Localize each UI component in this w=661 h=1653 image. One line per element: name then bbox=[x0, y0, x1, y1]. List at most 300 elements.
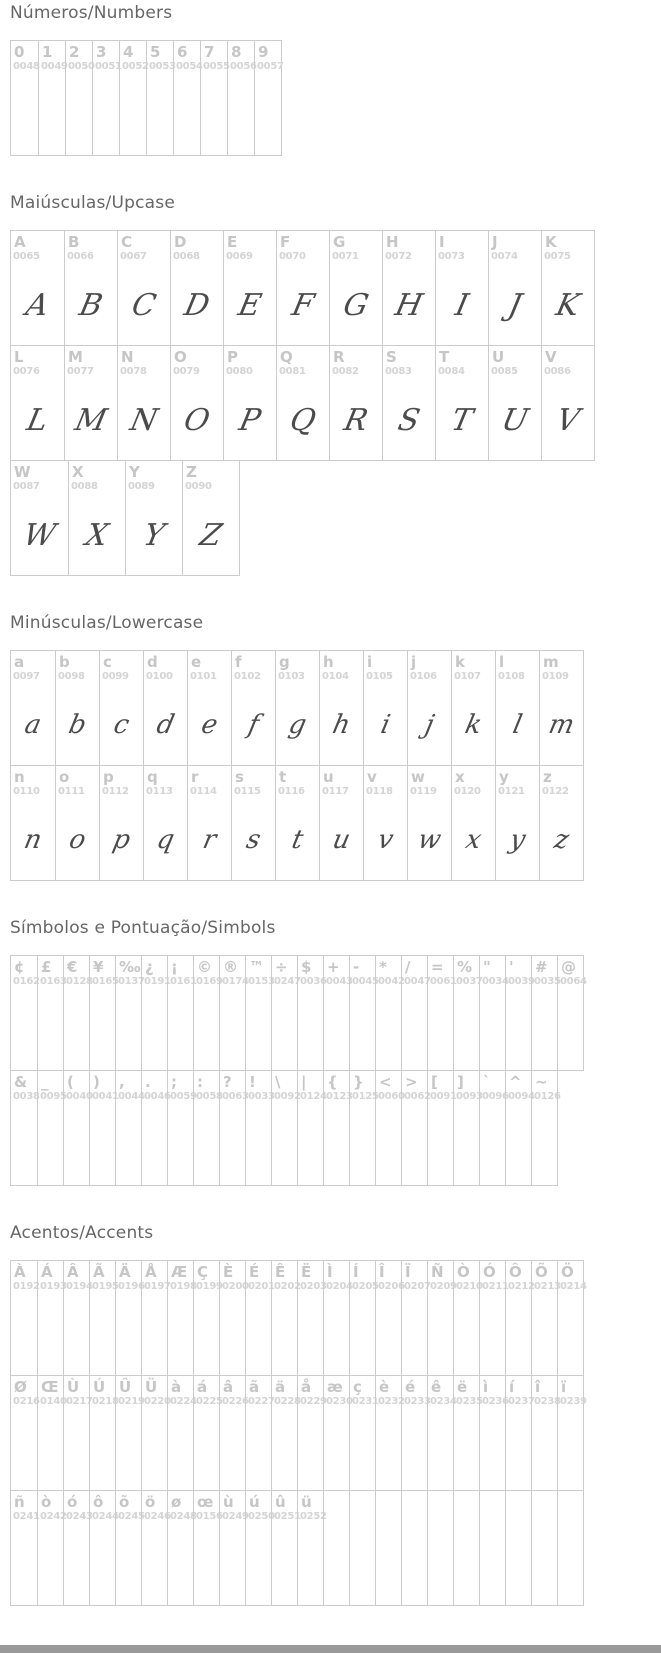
reference-character: S bbox=[386, 348, 397, 366]
character-row bbox=[10, 40, 282, 156]
unicode-decimal-code: 0088 bbox=[71, 481, 98, 492]
font-glyph-preview: d bbox=[153, 710, 178, 740]
unicode-decimal-code: 0214 bbox=[560, 1281, 587, 1292]
reference-character: Ø bbox=[14, 1378, 27, 1396]
unicode-decimal-code: 0163 bbox=[40, 976, 67, 987]
reference-character: U bbox=[492, 348, 505, 366]
unicode-decimal-code: 0069 bbox=[226, 251, 253, 262]
character-cell bbox=[435, 231, 488, 345]
character-cell bbox=[143, 651, 187, 765]
unicode-decimal-code bbox=[480, 1511, 505, 1525]
font-glyph-preview: h bbox=[329, 710, 354, 740]
reference-character: Õ bbox=[535, 1263, 548, 1281]
reference-character: o bbox=[59, 768, 70, 786]
unicode-decimal-code: 0225 bbox=[196, 1396, 223, 1407]
reference-character: q bbox=[147, 768, 158, 786]
unicode-decimal-code: 0113 bbox=[146, 786, 173, 797]
reference-character: ] bbox=[457, 1073, 464, 1091]
reference-character: Ï bbox=[405, 1263, 411, 1281]
unicode-decimal-code: 0076 bbox=[13, 366, 40, 377]
unicode-decimal-code: 0065 bbox=[13, 251, 40, 262]
character-cell bbox=[557, 1261, 587, 1375]
unicode-decimal-code: 0105 bbox=[366, 671, 393, 682]
reference-character: . bbox=[145, 1073, 151, 1091]
reference-character bbox=[402, 1491, 427, 1511]
reference-character: : bbox=[197, 1073, 203, 1091]
reference-character: à bbox=[171, 1378, 182, 1396]
reference-character: ? bbox=[223, 1073, 232, 1091]
reference-character: Y bbox=[129, 463, 140, 481]
reference-character: 8 bbox=[231, 43, 242, 61]
character-row bbox=[10, 1375, 587, 1491]
reference-character: s bbox=[235, 768, 244, 786]
font-glyph-preview: L bbox=[23, 402, 52, 438]
unicode-decimal-code: 0077 bbox=[67, 366, 94, 377]
reference-character: ê bbox=[431, 1378, 442, 1396]
unicode-decimal-code: 0250 bbox=[248, 1511, 275, 1522]
unicode-decimal-code: 0094 bbox=[508, 1091, 535, 1102]
unicode-decimal-code: 0204 bbox=[326, 1281, 353, 1292]
unicode-decimal-code: 0196 bbox=[118, 1281, 145, 1292]
reference-character: % bbox=[457, 958, 473, 976]
font-glyph-preview: b bbox=[65, 710, 90, 740]
section-title: Minúsculas/Lowercase bbox=[10, 613, 204, 633]
reference-character: " bbox=[483, 958, 491, 976]
reference-character: © bbox=[197, 958, 212, 976]
reference-character: Ã bbox=[93, 1263, 105, 1281]
unicode-decimal-code: 0109 bbox=[542, 671, 569, 682]
reference-character: L bbox=[14, 348, 24, 366]
character-cell bbox=[557, 1376, 587, 1490]
font-glyph-preview: N bbox=[127, 402, 161, 438]
reference-character: / bbox=[405, 958, 411, 976]
character-cell bbox=[231, 766, 275, 880]
unicode-decimal-code: 0059 bbox=[170, 1091, 197, 1102]
unicode-decimal-code: 0213 bbox=[534, 1281, 561, 1292]
unicode-decimal-code: 0126 bbox=[534, 1091, 561, 1102]
reference-character: j bbox=[411, 653, 417, 671]
font-glyph-preview: F bbox=[288, 287, 318, 323]
unicode-decimal-code bbox=[350, 1511, 375, 1525]
unicode-decimal-code: 0202 bbox=[274, 1281, 301, 1292]
unicode-decimal-code: 0082 bbox=[332, 366, 359, 377]
font-glyph-preview: M bbox=[71, 402, 111, 438]
character-cell bbox=[223, 231, 276, 345]
unicode-decimal-code: 0169 bbox=[196, 976, 223, 987]
reference-character: 7 bbox=[204, 43, 215, 61]
font-glyph-preview: K bbox=[553, 287, 583, 323]
character-cell bbox=[11, 651, 55, 765]
unicode-decimal-code: 0075 bbox=[544, 251, 571, 262]
reference-character: u bbox=[323, 768, 334, 786]
character-cell bbox=[276, 231, 329, 345]
character-cell bbox=[382, 231, 435, 345]
character-cell bbox=[451, 766, 495, 880]
reference-character bbox=[454, 1491, 479, 1511]
unicode-decimal-code: 0228 bbox=[274, 1396, 301, 1407]
unicode-decimal-code: 0111 bbox=[58, 786, 85, 797]
unicode-decimal-code bbox=[324, 1511, 349, 1525]
reference-character: ä bbox=[275, 1378, 286, 1396]
font-glyph-preview: u bbox=[329, 825, 354, 855]
font-glyph-preview: f bbox=[245, 710, 262, 740]
reference-character: å bbox=[301, 1378, 312, 1396]
reference-character: T bbox=[439, 348, 450, 366]
reference-character: } bbox=[353, 1073, 364, 1091]
unicode-decimal-code: 0220 bbox=[144, 1396, 171, 1407]
reference-character: @ bbox=[561, 958, 576, 976]
unicode-decimal-code: 0120 bbox=[454, 786, 481, 797]
reference-character: = bbox=[431, 958, 444, 976]
unicode-decimal-code: 0101 bbox=[190, 671, 217, 682]
reference-character: î bbox=[535, 1378, 541, 1396]
font-glyph-preview: a bbox=[22, 710, 44, 740]
character-row bbox=[10, 1260, 587, 1376]
font-glyph-preview: k bbox=[462, 710, 485, 740]
character-cell bbox=[64, 231, 117, 345]
reference-character: 4 bbox=[123, 43, 134, 61]
reference-character: p bbox=[103, 768, 114, 786]
unicode-decimal-code: 0238 bbox=[534, 1396, 561, 1407]
character-cell bbox=[435, 346, 488, 460]
reference-character: Î bbox=[379, 1263, 385, 1281]
unicode-decimal-code: 0056 bbox=[230, 61, 257, 72]
reference-character bbox=[428, 1491, 453, 1511]
unicode-decimal-code: 0095 bbox=[40, 1091, 67, 1102]
reference-character: É bbox=[249, 1263, 260, 1281]
unicode-decimal-code: 0199 bbox=[196, 1281, 223, 1292]
font-glyph-preview: t bbox=[289, 825, 306, 855]
unicode-decimal-code: 0047 bbox=[404, 976, 431, 987]
unicode-decimal-code: 0112 bbox=[102, 786, 129, 797]
character-cell bbox=[495, 766, 539, 880]
reference-character: 3 bbox=[96, 43, 107, 61]
font-glyph-preview: r bbox=[200, 825, 219, 855]
reference-character: K bbox=[545, 233, 557, 251]
unicode-decimal-code: 0226 bbox=[222, 1396, 249, 1407]
reference-character: Í bbox=[353, 1263, 359, 1281]
reference-character: ô bbox=[93, 1493, 104, 1511]
reference-character: Û bbox=[119, 1378, 132, 1396]
reference-character bbox=[506, 1491, 531, 1511]
reference-character: - bbox=[353, 958, 360, 976]
character-row bbox=[10, 1490, 584, 1606]
character-cell bbox=[68, 461, 125, 575]
unicode-decimal-code: 0083 bbox=[385, 366, 412, 377]
reference-character: ! bbox=[249, 1073, 256, 1091]
unicode-decimal-code: 0194 bbox=[66, 1281, 93, 1292]
unicode-decimal-code: 0174 bbox=[222, 976, 249, 987]
font-glyph-preview: O bbox=[180, 402, 214, 438]
character-row bbox=[10, 460, 240, 576]
font-glyph-preview: g bbox=[285, 710, 310, 740]
unicode-decimal-code: 0098 bbox=[58, 671, 85, 682]
character-section-symbols bbox=[10, 917, 651, 1186]
unicode-decimal-code: 0107 bbox=[454, 671, 481, 682]
reference-character: E bbox=[227, 233, 238, 251]
unicode-decimal-code: 0219 bbox=[118, 1396, 145, 1407]
reference-character: Ù bbox=[67, 1378, 80, 1396]
reference-character bbox=[532, 1491, 557, 1511]
reference-character: g bbox=[279, 653, 290, 671]
section-rows bbox=[10, 955, 651, 1186]
unicode-decimal-code: 0203 bbox=[300, 1281, 327, 1292]
reference-character: ï bbox=[561, 1378, 567, 1396]
reference-character: Ê bbox=[275, 1263, 286, 1281]
reference-character: x bbox=[455, 768, 465, 786]
reference-character: 6 bbox=[177, 43, 188, 61]
character-cell bbox=[254, 41, 284, 155]
character-cell bbox=[276, 346, 329, 460]
reference-character: ø bbox=[171, 1493, 182, 1511]
section-rows bbox=[10, 1260, 651, 1606]
footer-strip bbox=[0, 1645, 661, 1653]
font-glyph-preview: X bbox=[82, 517, 112, 553]
character-cell bbox=[99, 766, 143, 880]
reference-character: ¢ bbox=[14, 958, 25, 976]
unicode-decimal-code: 0103 bbox=[278, 671, 305, 682]
reference-character: ã bbox=[249, 1378, 260, 1396]
reference-character: G bbox=[333, 233, 346, 251]
font-glyph-preview: H bbox=[392, 287, 426, 323]
reference-character: æ bbox=[327, 1378, 343, 1396]
unicode-decimal-code: 0227 bbox=[248, 1396, 275, 1407]
reference-character: P bbox=[227, 348, 238, 366]
unicode-decimal-code: 0124 bbox=[300, 1091, 327, 1102]
character-cell bbox=[451, 651, 495, 765]
reference-character bbox=[350, 1491, 375, 1511]
reference-character: ‰ bbox=[119, 958, 141, 976]
unicode-decimal-code: 0252 bbox=[300, 1511, 327, 1522]
character-cell bbox=[531, 1071, 561, 1185]
unicode-decimal-code: 0108 bbox=[498, 671, 525, 682]
unicode-decimal-code: 0084 bbox=[438, 366, 465, 377]
unicode-decimal-code: 0104 bbox=[322, 671, 349, 682]
unicode-decimal-code: 0243 bbox=[66, 1511, 93, 1522]
unicode-decimal-code bbox=[532, 1511, 557, 1525]
font-glyph-preview: j bbox=[422, 710, 437, 740]
reference-character: ç bbox=[353, 1378, 362, 1396]
reference-character: ¡ bbox=[171, 958, 178, 976]
unicode-decimal-code: 0247 bbox=[274, 976, 301, 987]
reference-character: B bbox=[68, 233, 80, 251]
unicode-decimal-code: 0041 bbox=[92, 1091, 119, 1102]
unicode-decimal-code: 0209 bbox=[430, 1281, 457, 1292]
reference-character: Ñ bbox=[431, 1263, 444, 1281]
reference-character: ¿ bbox=[145, 958, 154, 976]
font-glyph-preview: s bbox=[243, 825, 264, 855]
font-glyph-preview: P bbox=[236, 402, 264, 438]
reference-character: Ç bbox=[197, 1263, 209, 1281]
character-cell bbox=[170, 231, 223, 345]
unicode-decimal-code: 0233 bbox=[404, 1396, 431, 1407]
character-cell bbox=[319, 651, 363, 765]
reference-character: f bbox=[235, 653, 242, 671]
font-glyph-preview: A bbox=[22, 287, 53, 323]
character-cell bbox=[541, 346, 594, 460]
unicode-decimal-code: 0102 bbox=[234, 671, 261, 682]
unicode-decimal-code: 0197 bbox=[144, 1281, 171, 1292]
reference-character: b bbox=[59, 653, 70, 671]
font-glyph-preview: y bbox=[506, 825, 529, 855]
unicode-decimal-code: 0044 bbox=[118, 1091, 145, 1102]
unicode-decimal-code: 0123 bbox=[326, 1091, 353, 1102]
character-cell bbox=[11, 766, 55, 880]
character-cell bbox=[11, 231, 64, 345]
reference-character bbox=[480, 1491, 505, 1511]
character-cell bbox=[55, 651, 99, 765]
unicode-decimal-code: 0165 bbox=[92, 976, 119, 987]
reference-character: < bbox=[379, 1073, 392, 1091]
reference-character: ™ bbox=[249, 958, 264, 976]
character-cell bbox=[55, 766, 99, 880]
section-rows bbox=[10, 40, 651, 156]
unicode-decimal-code: 0053 bbox=[149, 61, 176, 72]
reference-character: Ò bbox=[457, 1263, 470, 1281]
character-cell bbox=[125, 461, 182, 575]
reference-character: ` bbox=[483, 1073, 491, 1091]
character-cell bbox=[143, 766, 187, 880]
character-cell bbox=[557, 1491, 583, 1605]
unicode-decimal-code: 0122 bbox=[542, 786, 569, 797]
character-cell bbox=[187, 766, 231, 880]
character-cell bbox=[329, 346, 382, 460]
unicode-decimal-code: 0156 bbox=[196, 1511, 223, 1522]
unicode-decimal-code: 0200 bbox=[222, 1281, 249, 1292]
character-cell bbox=[11, 461, 68, 575]
unicode-decimal-code bbox=[402, 1511, 427, 1525]
unicode-decimal-code: 0195 bbox=[92, 1281, 119, 1292]
unicode-decimal-code: 0217 bbox=[66, 1396, 93, 1407]
unicode-decimal-code: 0054 bbox=[176, 61, 203, 72]
unicode-decimal-code: 0073 bbox=[438, 251, 465, 262]
character-cell bbox=[363, 766, 407, 880]
reference-character: c bbox=[103, 653, 112, 671]
reference-character: R bbox=[333, 348, 345, 366]
character-cell bbox=[541, 231, 594, 345]
section-rows bbox=[10, 230, 651, 576]
reference-character: O bbox=[174, 348, 187, 366]
unicode-decimal-code: 0067 bbox=[120, 251, 147, 262]
reference-character: ó bbox=[67, 1493, 78, 1511]
reference-character: Â bbox=[67, 1263, 79, 1281]
unicode-decimal-code: 0212 bbox=[508, 1281, 535, 1292]
font-glyph-preview: V bbox=[553, 402, 583, 438]
reference-character: X bbox=[72, 463, 84, 481]
font-glyph-preview: q bbox=[153, 825, 178, 855]
reference-character: { bbox=[327, 1073, 338, 1091]
reference-character: & bbox=[14, 1073, 28, 1091]
unicode-decimal-code: 0080 bbox=[226, 366, 253, 377]
unicode-decimal-code: 0237 bbox=[508, 1396, 535, 1407]
reference-character: i bbox=[367, 653, 373, 671]
reference-character: ì bbox=[483, 1378, 489, 1396]
font-glyph-preview: c bbox=[111, 710, 132, 740]
reference-character: # bbox=[535, 958, 548, 976]
unicode-decimal-code: 0140 bbox=[40, 1396, 67, 1407]
reference-character: Á bbox=[41, 1263, 53, 1281]
unicode-decimal-code: 0097 bbox=[13, 671, 40, 682]
unicode-decimal-code: 0063 bbox=[222, 1091, 249, 1102]
unicode-decimal-code: 0057 bbox=[257, 61, 284, 72]
unicode-decimal-code bbox=[558, 1511, 583, 1525]
unicode-decimal-code: 0153 bbox=[248, 976, 275, 987]
reference-character: È bbox=[223, 1263, 234, 1281]
font-glyph-preview: z bbox=[551, 825, 572, 855]
unicode-decimal-code: 0091 bbox=[430, 1091, 457, 1102]
reference-character: 9 bbox=[258, 43, 269, 61]
unicode-decimal-code: 0115 bbox=[234, 786, 261, 797]
reference-character: Å bbox=[145, 1263, 157, 1281]
reference-character: Z bbox=[186, 463, 197, 481]
font-glyph-preview: x bbox=[462, 825, 485, 855]
unicode-decimal-code: 0085 bbox=[491, 366, 518, 377]
reference-character: 2 bbox=[69, 43, 80, 61]
unicode-decimal-code: 0121 bbox=[498, 786, 525, 797]
unicode-decimal-code: 0072 bbox=[385, 251, 412, 262]
unicode-decimal-code: 0092 bbox=[274, 1091, 301, 1102]
font-glyph-preview: Z bbox=[196, 517, 226, 553]
character-section-lowercase bbox=[10, 612, 651, 881]
unicode-decimal-code: 0248 bbox=[170, 1511, 197, 1522]
reference-character: Ó bbox=[483, 1263, 496, 1281]
character-sections-container bbox=[10, 2, 651, 1606]
unicode-decimal-code: 0042 bbox=[378, 976, 405, 987]
unicode-decimal-code: 0058 bbox=[196, 1091, 223, 1102]
unicode-decimal-code: 0207 bbox=[404, 1281, 431, 1292]
font-glyph-preview: U bbox=[498, 402, 532, 438]
unicode-decimal-code: 0087 bbox=[13, 481, 40, 492]
reference-character: + bbox=[327, 958, 340, 976]
unicode-decimal-code: 0078 bbox=[120, 366, 147, 377]
unicode-decimal-code bbox=[454, 1511, 479, 1525]
unicode-decimal-code: 0230 bbox=[326, 1396, 353, 1407]
reference-character: a bbox=[14, 653, 25, 671]
unicode-decimal-code: 0068 bbox=[173, 251, 200, 262]
font-glyph-preview: D bbox=[181, 287, 213, 323]
character-cell bbox=[363, 651, 407, 765]
font-glyph-preview: o bbox=[66, 825, 89, 855]
font-glyph-preview: m bbox=[545, 710, 578, 740]
font-glyph-preview: W bbox=[20, 517, 59, 553]
reference-character: é bbox=[405, 1378, 416, 1396]
character-row bbox=[10, 955, 587, 1071]
font-glyph-preview: Y bbox=[140, 517, 168, 553]
font-glyph-preview: J bbox=[505, 287, 525, 323]
reference-character: n bbox=[14, 768, 25, 786]
unicode-decimal-code: 0205 bbox=[352, 1281, 379, 1292]
character-cell bbox=[407, 651, 451, 765]
reference-character: ÷ bbox=[275, 958, 288, 976]
unicode-decimal-code: 0064 bbox=[560, 976, 587, 987]
reference-character: Ô bbox=[509, 1263, 522, 1281]
reference-character: á bbox=[197, 1378, 208, 1396]
unicode-decimal-code: 0096 bbox=[482, 1091, 509, 1102]
unicode-decimal-code: 0051 bbox=[95, 61, 122, 72]
character-cell bbox=[117, 231, 170, 345]
unicode-decimal-code: 0229 bbox=[300, 1396, 327, 1407]
unicode-decimal-code: 0062 bbox=[404, 1091, 431, 1102]
reference-character: Œ bbox=[41, 1378, 59, 1396]
reference-character: ' bbox=[509, 958, 514, 976]
font-glyph-preview: R bbox=[340, 402, 372, 438]
reference-character: À bbox=[14, 1263, 26, 1281]
unicode-decimal-code: 0040 bbox=[66, 1091, 93, 1102]
unicode-decimal-code: 0210 bbox=[456, 1281, 483, 1292]
font-glyph-preview: E bbox=[235, 287, 265, 323]
unicode-decimal-code: 0192 bbox=[13, 1281, 40, 1292]
character-cell bbox=[182, 461, 239, 575]
